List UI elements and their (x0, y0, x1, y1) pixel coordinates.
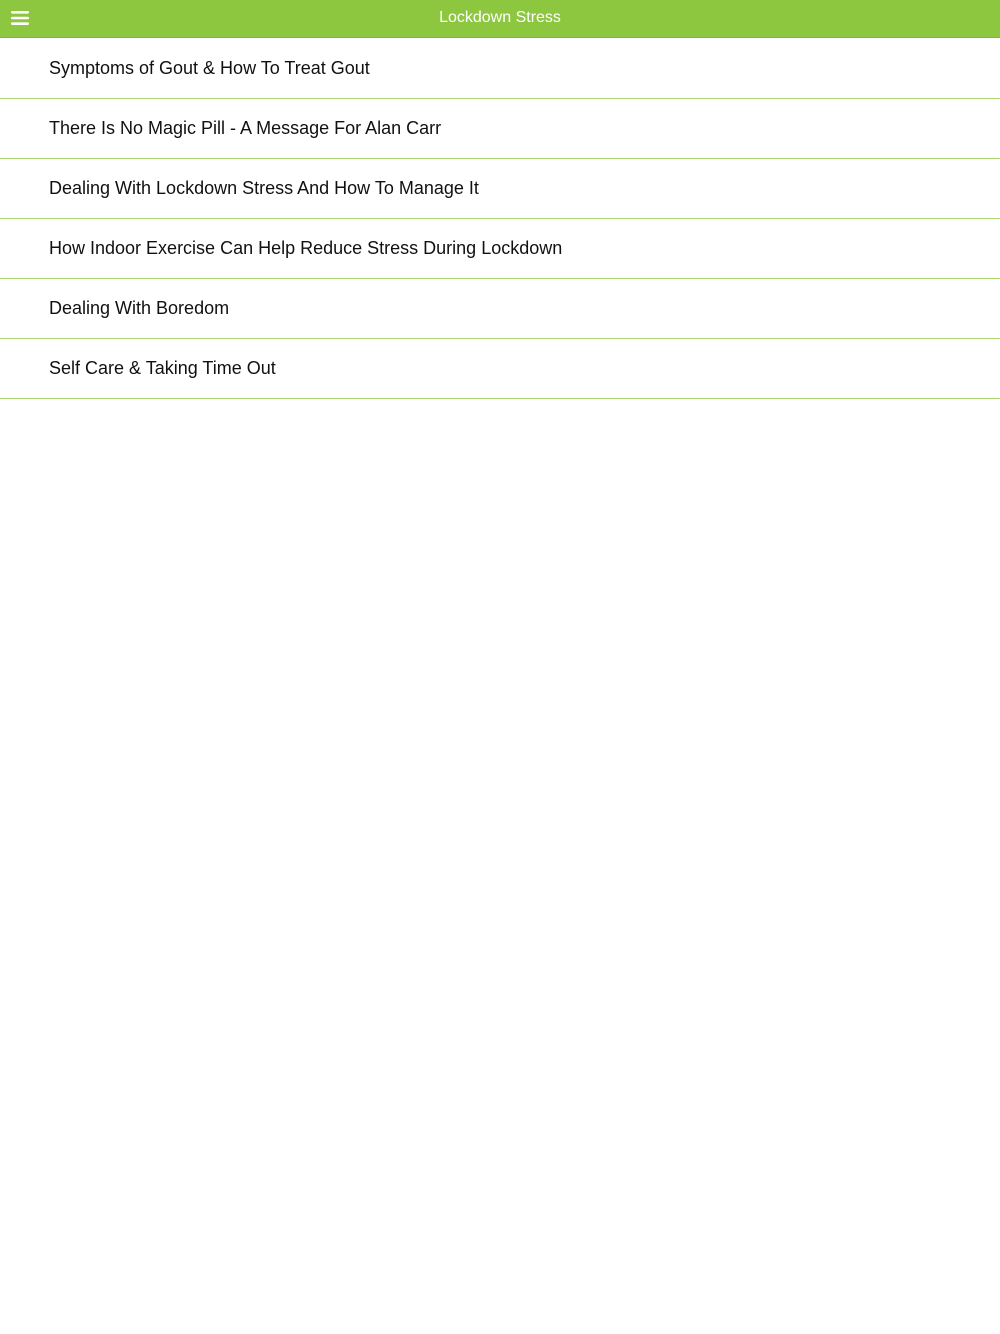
article-list (0, 39, 1000, 399)
list-item-no-magic-pill[interactable] (0, 99, 1000, 159)
menu-button[interactable] (6, 4, 34, 32)
page-title: Lockdown Stress (439, 9, 561, 26)
list-item-label: Symptoms of Gout & How To Treat Gout (49, 58, 370, 78)
hamburger-menu-icon (11, 11, 29, 25)
list-item-label: There Is No Magic Pill - A Message For Alan Carr (49, 118, 442, 138)
list-item-symptoms-of-gout[interactable] (0, 39, 1000, 99)
list-item-lockdown-stress[interactable] (0, 159, 1000, 219)
list-item-label: Self Care & Taking Time Out (49, 358, 276, 378)
list-item-label: Dealing With Boredom (49, 298, 230, 318)
list-item-indoor-exercise[interactable] (0, 219, 1000, 279)
list-item-boredom[interactable] (0, 279, 1000, 339)
app-header (0, 0, 1000, 38)
list-item-self-care[interactable] (0, 339, 1000, 399)
list-item-label: How Indoor Exercise Can Help Reduce Stress During Lockdown (49, 238, 563, 258)
list-item-label: Dealing With Lockdown Stress And How To Manage It (49, 178, 479, 198)
